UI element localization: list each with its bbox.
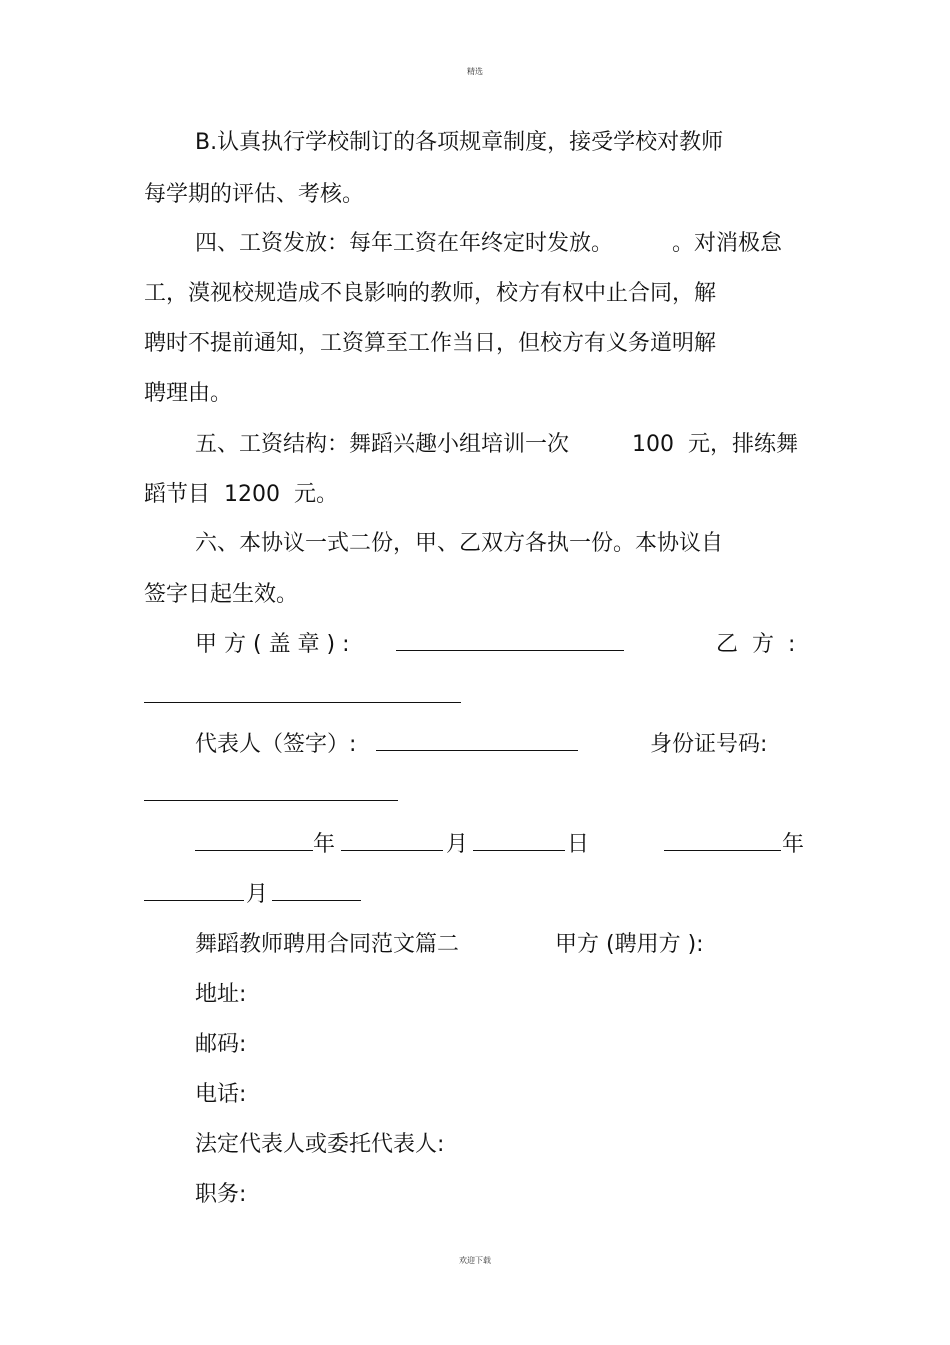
clause-5-line1a: 五、工资结构：舞蹈兴趣小组培训一次 [195,432,570,457]
clause-6-line1: 六、本协议一式二份，甲、乙双方各执一份。本协议自 [195,531,724,556]
party-a-seal-label: 甲 方 ( 盖 章 ) : [195,632,350,657]
employer-label: 甲方 (聘用方 ): [555,932,704,957]
clause-4-line1a: 四、工资发放：每年工资在年终定时发放。 [195,231,614,256]
page-header: 精选 [467,67,483,76]
date-year-label-a: 年 [313,832,336,857]
date-year-label-b: 年 [782,832,805,857]
date-blank-day-b [272,880,361,910]
clause-b-line1: B.认真执行学校制订的各项规章制度，接受学校对教师 [195,130,724,155]
date-month-label-a: 月 [446,832,469,857]
page-footer: 欢迎下载 [459,1256,491,1265]
address-label: 地址: [195,982,247,1007]
date-blank-month-b [144,880,244,910]
date-blank-year-b [664,830,781,860]
phone-label: 电话: [195,1082,247,1107]
clause-6-line2: 签字日起生效。 [144,582,299,607]
date-blank-month-a [341,830,443,860]
party-b-blank [144,682,461,712]
clause-4-line4: 聘理由。 [144,381,233,406]
id-number-label: 身份证号码: [650,732,768,757]
legal-representative-label: 法定代表人或委托代表人: [195,1132,445,1157]
date-blank-year-a [195,830,313,860]
position-label: 职务: [195,1182,247,1207]
representative-blank [376,730,578,760]
clause-4-line2: 工，漠视校规造成不良影响的教师，校方有权中止合同，解 [144,281,717,306]
date-month-label-b: 月 [246,882,269,907]
clause-5-line2: 蹈节目 1200 元。 [144,482,338,507]
clause-5-line1b: 100 元，排练舞 [632,432,798,457]
party-b-label: 乙 方 : [716,632,796,657]
clause-4-line3: 聘时不提前通知，工资算至工作当日，但校方有义务道明解 [144,331,717,356]
postcode-label: 邮码: [195,1032,247,1057]
clause-4-line1b: 。对消极怠 [672,231,783,256]
representative-label: 代表人（签字）: [195,732,357,757]
party-a-seal-blank [396,630,624,660]
date-blank-day-a [473,830,565,860]
section-title-2: 舞蹈教师聘用合同范文篇二 [195,932,460,957]
date-day-label-a: 日 [567,832,590,857]
clause-b-line2: 每学期的评估、考核。 [144,182,365,207]
id-number-blank [144,780,398,810]
